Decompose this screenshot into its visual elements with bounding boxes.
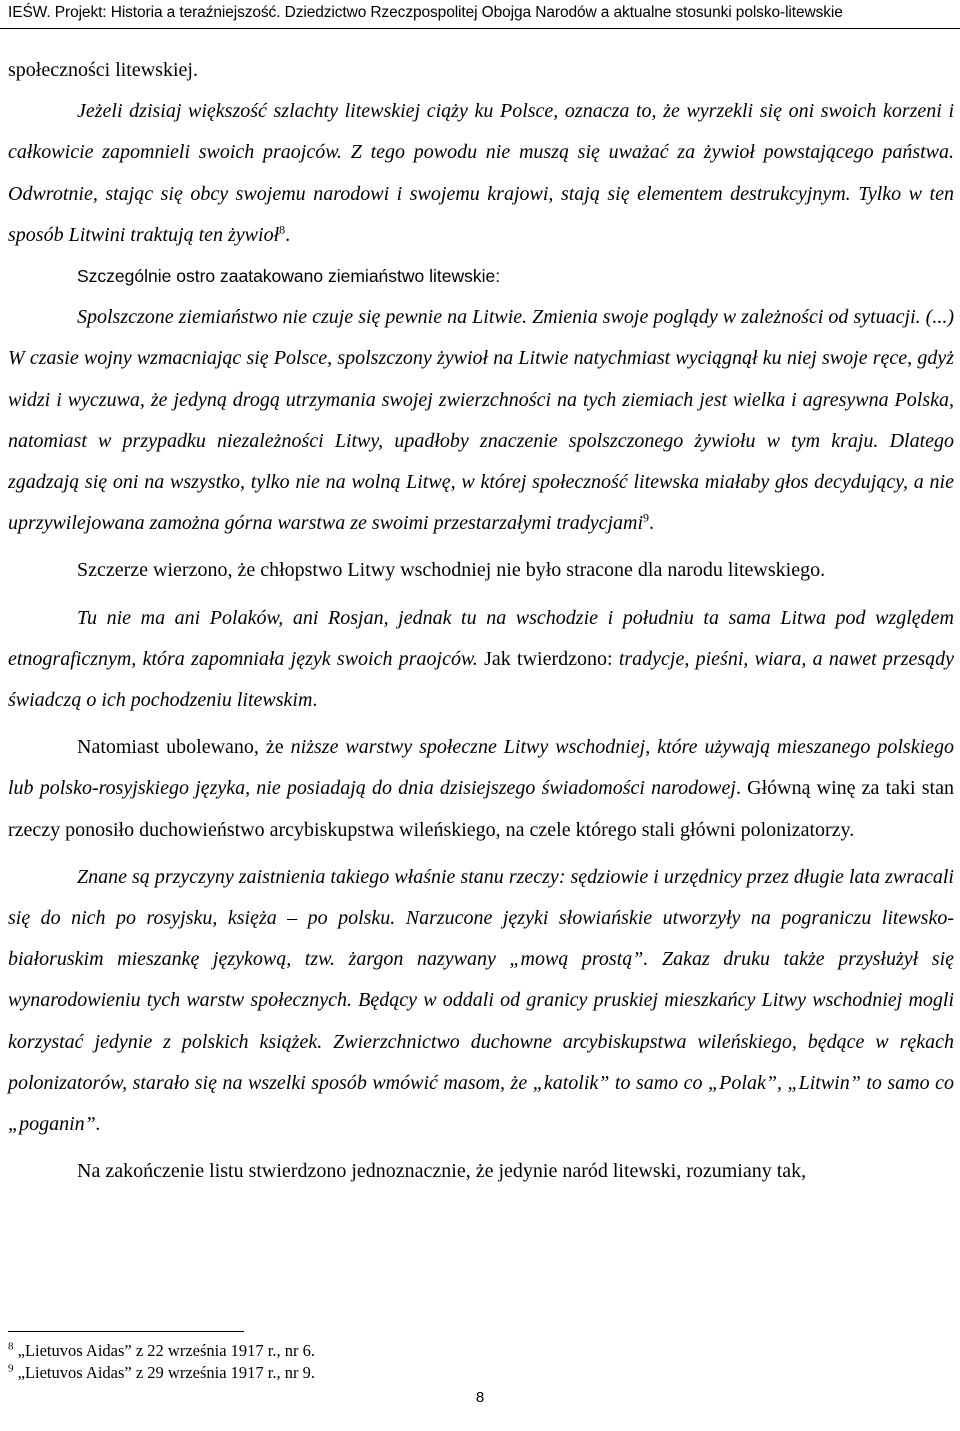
- text: Jak twierdzono:: [477, 647, 619, 670]
- header-divider: [0, 28, 960, 29]
- text: . Główną winę za taki stan rzeczy ponosiło duchowieństwo arcybiskupstwa wileńskiego, na czele którego stali główni polonizatorzy.: [8, 777, 954, 841]
- quote-paragraph: [8, 297, 954, 544]
- footnote-ref: 8: [279, 222, 286, 237]
- quote-paragraph: [8, 857, 954, 1145]
- footnote-number: 8: [8, 1340, 14, 1353]
- footnote-text: „Lietuvos Aidas” z 29 września 1917 r., nr 9.: [17, 1363, 316, 1382]
- punctuation: .: [285, 223, 291, 246]
- punctuation: .: [312, 689, 318, 712]
- paragraph: Na zakończenie listu stwierdzono jednoznacznie, że jedynie naród litewski, rozumiany tak,: [77, 1160, 807, 1183]
- quote-paragraph: [8, 91, 954, 256]
- footnote-text: „Lietuvos Aidas” z 22 września 1917 r., nr 6.: [17, 1341, 316, 1360]
- punctuation: .: [649, 512, 655, 535]
- page-number: 8: [475, 1389, 485, 1406]
- quote-text: Spolszczone ziemiaństwo nie czuje się pewnie na Litwie. Zmienia swoje poglądy w zależności od sytuacji. (...) W czasie wojny wzmacniając się Polsce, spolszczony żywioł na Litwie natychmiast wyciągnął ku niej swoje ręce, gdyż widzi i wyczuwa, że jedyną drogą utrzymania swojej zwierzchności na tych ziemiach jest wielka i agresywna Polska, natomiast w przypadku niezależności Litwy, upadłoby znaczenie spolszczonego żywiołu w tym kraju. Dlatego zgadzają się oni na wszystko, tylko nie na wolną Litwę, w której społeczność litewska miałaby głos decydujący, a nie uprzywilejowana zamożna górna warstwa ze swoimi przestarzałymi tradycjami: [8, 306, 954, 535]
- text: Natomiast ubolewano, że: [77, 736, 291, 759]
- quote-text: niższe warstwy społeczne Litwy wschodniej, które używają mieszanego polskiego lub polsko-rosyjskiego języka, nie posiadają do dnia dzisiejszego świadomości narodowej: [8, 736, 955, 800]
- quote-text: tradycje, pieśni, wiara, a nawet przesądy świadczą o ich pochodzeniu litewskim: [8, 647, 955, 712]
- paragraph: Szczerze wierzono, że chłopstwo Litwy wschodniej nie było stracone dla narodu litewskiego.: [77, 559, 826, 582]
- paragraph: społeczności litewskiej.: [8, 59, 198, 81]
- paragraph: Szczególnie ostro zaatakowano ziemiaństwo litewskie:: [77, 266, 501, 287]
- footnotes: [8, 1340, 908, 1384]
- footnote: [8, 1362, 908, 1384]
- footnote-number: 9: [8, 1362, 14, 1375]
- document-body: [8, 50, 954, 1192]
- mixed-paragraph: [8, 598, 954, 722]
- footnote: [8, 1340, 908, 1362]
- quote-text: Jeżeli dzisiaj większość szlachty litewskiej ciąży ku Polsce, oznacza to, że wyrzekli się oni swoich korzeni i całkowicie zapomnieli swoich praojców. Z tego powodu nie muszą się uważać za żywioł powstającego państwa. Odwrotnie, stając się obcy swojemu narodowi i swojemu krajowi, stają się elementem destrukcyjnym. Tylko w ten sposób Litwini traktują ten żywioł: [8, 100, 954, 246]
- footnote-divider: [8, 1331, 244, 1332]
- quote-text: Tu nie ma ani Polaków, ani Rosjan, jednak tu na wschodzie i południu ta sama Litwa pod względem etnograficznym, która zapomniała język swoich praojców.: [8, 606, 954, 670]
- footnote-ref: 9: [643, 510, 650, 525]
- running-header: IEŚW. Projekt: Historia a teraźniejszość. Dziedzictwo Rzeczpospolitej Obojga Narodów a aktualne stosunki polsko-litewskie: [8, 4, 843, 21]
- quote-text: Znane są przyczyny zaistnienia takiego właśnie stanu rzeczy: sędziowie i urzędnicy przez długie lata zwracali się do nich po rosyjsku, księża – po polsku. Narzucone języki słowiańskie utworzyły na pograniczu litewsko-białoruskim mieszankę językową, tzw. żargon nazywany „mową prostą”. Zakaz druku także przysłużył się wynarodowieniu tych warstw społecznych. Będący w oddali od granicy pruskiej mieszkańcy Litwy wschodniej mogli korzystać jedynie z polskich książek. Zwierzchnictwo duchowne arcybiskupstwa wileńskiego, będące w rękach polonizatorów, starało się na wszelki sposób wmówić masom, że „katolik” to samo co „Polak”, „Litwin” to samo co „poganin”.: [8, 865, 954, 1136]
- mixed-paragraph: [8, 727, 954, 851]
